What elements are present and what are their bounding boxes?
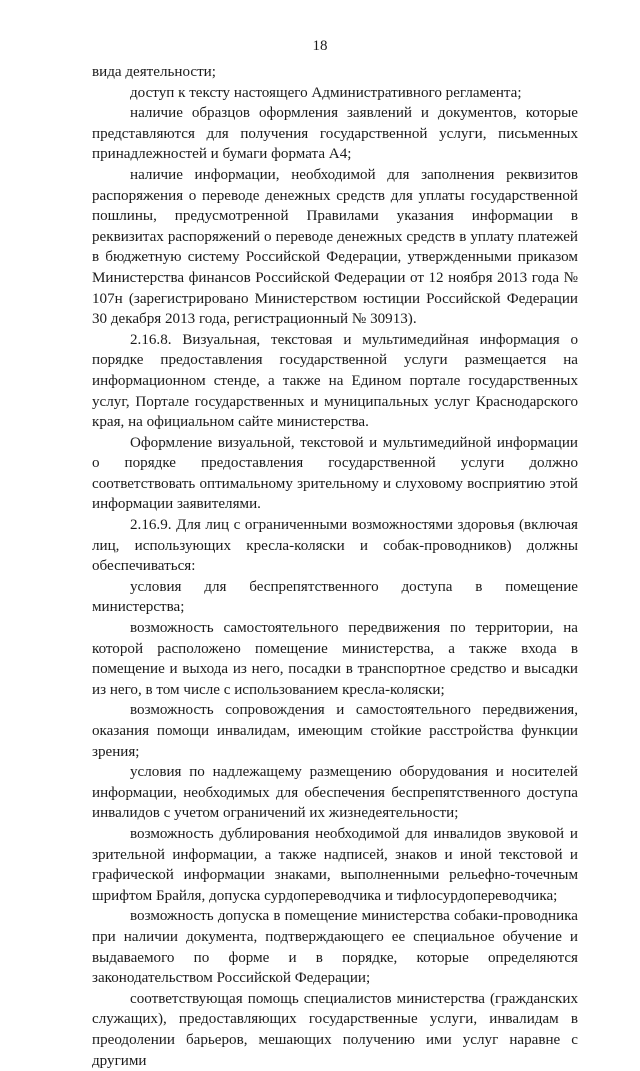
paragraph: вида деятельности; [92, 64, 216, 80]
paragraph: наличие информации, необходимой для заполнения реквизитов распоряжения о переводе денежных средств для уплаты государственной пошлины, предусмотренной Правилами указания информации в реквизитах распоряжений о переводе денежных средств в уплату платежей в бюджетную систему Российской Федерации, утвержденными приказом Министерства финансов Российской Федерации от 12 ноября 2013 года № 107н (зарегистрировано Министерством юстиции Российской Федерации 30 декабря 2013 года, регистрационный № 30913). [92, 166, 578, 328]
paragraph: условия для беспрепятственного доступа в помещение министерства; [92, 578, 578, 616]
paragraph: наличие образцов оформления заявлений и документов, которые представляются для получения государственной услуги, письменных принадлежностей и бумаги формата А4; [92, 105, 578, 163]
paragraph: 2.16.8. Визуальная, текстовая и мультимедийная информация о порядке предоставления государственной услуги размещается на информационном стенде, а также на Едином портале государственных услуг, Портале государственных и муниципальных услуг Краснодарского края, на официальном сайте министерства. [92, 331, 578, 431]
page-number: 18 [312, 38, 328, 54]
paragraph: возможность самостоятельного передвижения по территории, на которой расположено помещение министерства, а также входа в помещение и выхода из него, посадки в транспортное средство и высадки из него, в том числе с использованием кресла-коляски; [92, 620, 578, 698]
paragraph: возможность дублирования необходимой для инвалидов звуковой и зрительной информации, а также надписей, знаков и иной текстовой и графической информации знаками, выполненными рельефно-точечным шрифтом Брайля, допуска сурдопереводчика и тифлосурдопереводчика; [92, 825, 578, 904]
paragraph: Оформление визуальной, текстовой и мультимедийной информации о порядке предоставления государственной услуги должно соответствовать оптимальному зрительному и слуховому восприятию этой информации заявителями. [92, 434, 578, 513]
paragraph: доступ к тексту настоящего Административного регламента; [130, 84, 522, 101]
paragraph: возможность сопровождения и самостоятельного передвижения, оказания помощи инвалидам, имеющим стойкие расстройства функции зрения; [92, 702, 578, 760]
document-body [92, 62, 578, 1071]
paragraph: соответствующая помощь специалистов министерства (гражданских служащих), предоставляющих государственные услуги, инвалидам в преодолении барьеров, мешающих получению ими услуг наравне с другими [92, 990, 578, 1069]
paragraph: возможность допуска в помещение министерства собаки-проводника при наличии документа, подтверждающего ее специальное обучение и выдаваемого по форме и в порядке, которые определяются законодательством Российской Федерации; [92, 908, 578, 987]
paragraph: условия по надлежащему размещению оборудования и носителей информации, необходимых для обеспечения беспрепятственного доступа инвалидов с учетом ограничений их жизнедеятельности; [92, 764, 578, 822]
paragraph: 2.16.9. Для лиц с ограниченными возможностями здоровья (включая лиц, использующих кресла-коляски и собак-проводников) должны обеспечиваться: [92, 517, 578, 575]
